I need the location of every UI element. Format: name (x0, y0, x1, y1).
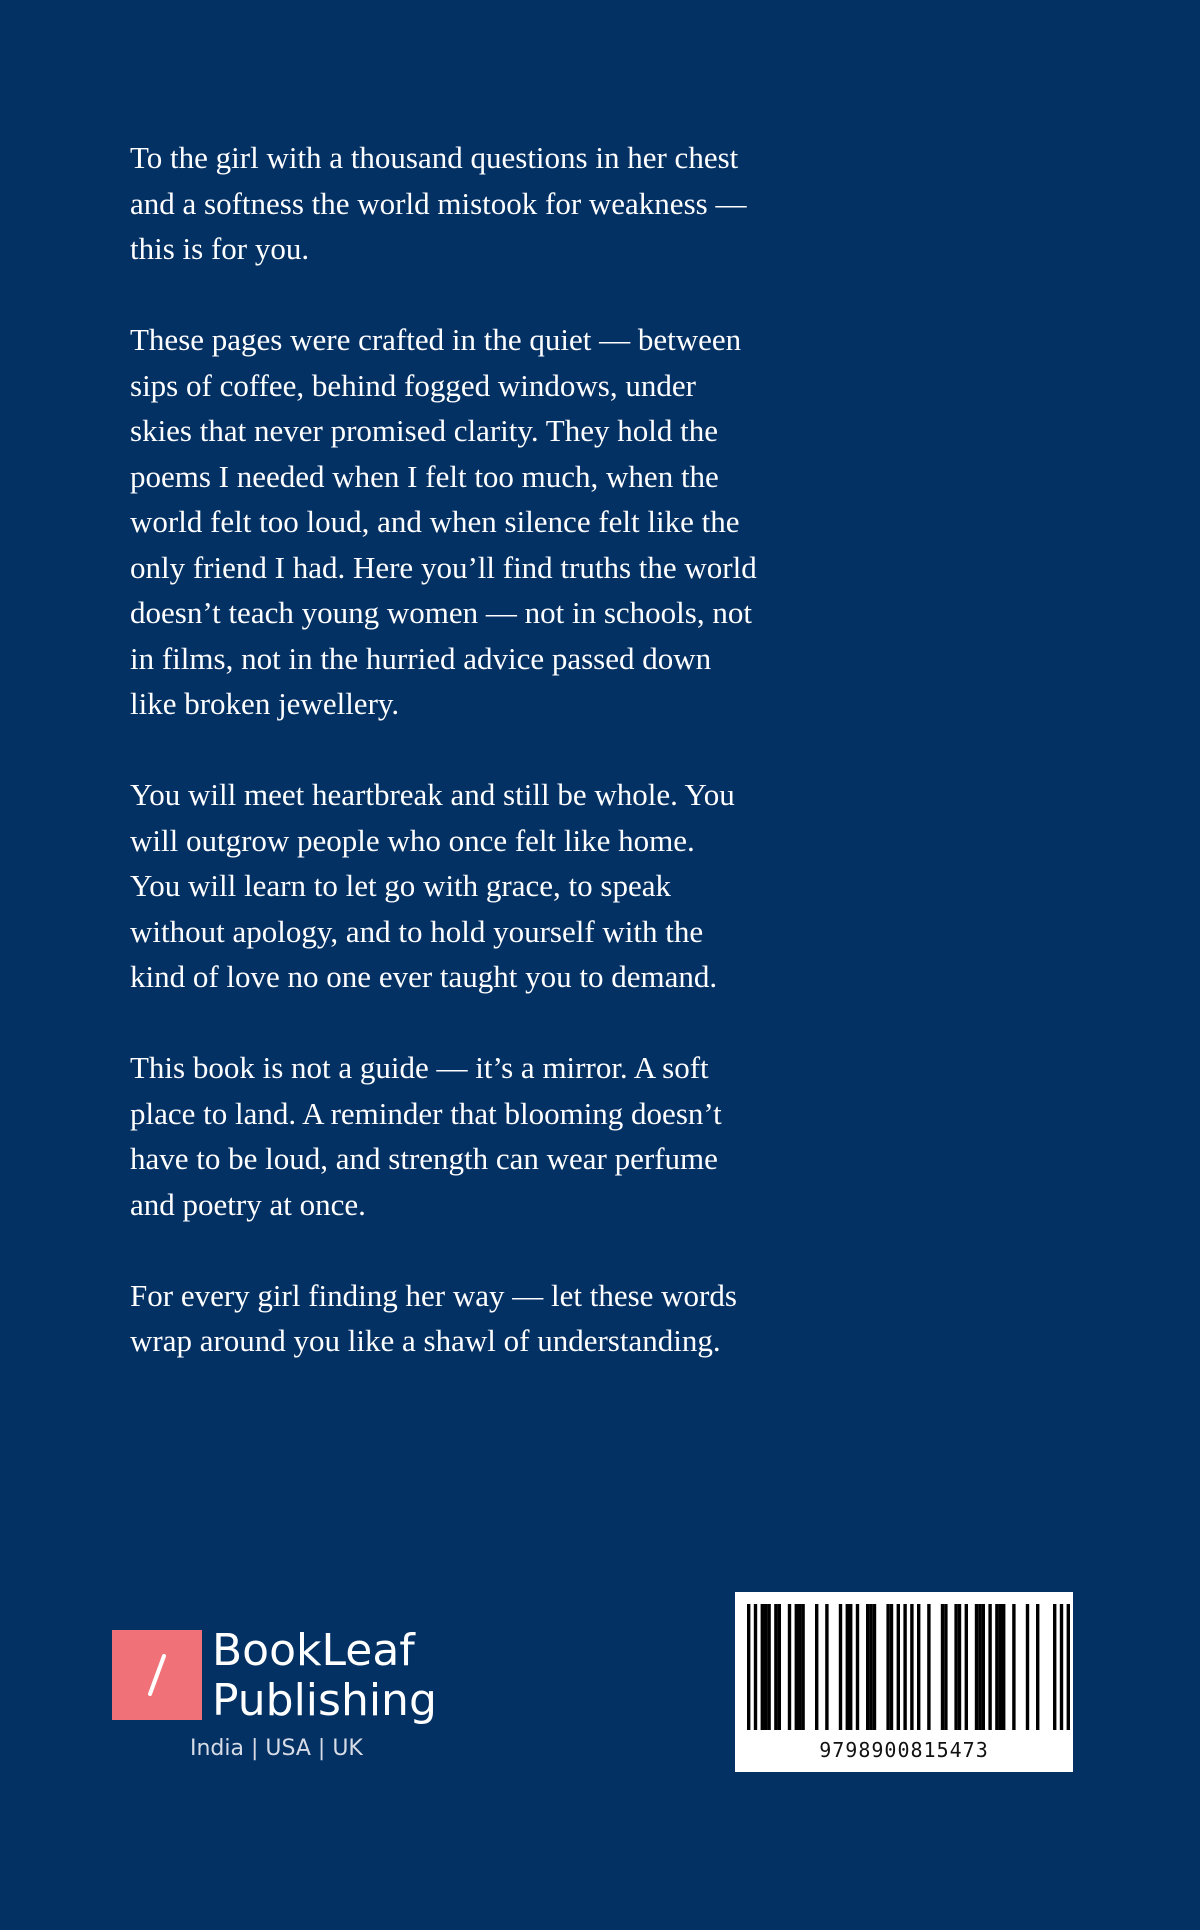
barcode-bar (1067, 1604, 1070, 1730)
barcode-bar (886, 1604, 889, 1730)
barcode-bar (1053, 1604, 1056, 1730)
barcode-bar (856, 1604, 859, 1730)
barcode-bar (761, 1604, 764, 1730)
barcode-bar (815, 1604, 818, 1730)
blurb-paragraph-1: To the girl with a thousand questions in her chest and a softness the world mistook for weakness — this is for you. (130, 140, 747, 266)
barcode-bar (910, 1604, 913, 1730)
barcode-bar (869, 1604, 872, 1730)
barcode-bar (767, 1604, 770, 1730)
publisher-regions: India | USA | UK (190, 1736, 363, 1761)
barcode-bar (778, 1604, 781, 1730)
barcode-bar (825, 1604, 828, 1730)
blurb-paragraph-4: This book is not a guide — it’s a mirror. A soft place to land. A reminder that blooming doesn’t have to be loud, and strength can wear perfume and poetry at once. (130, 1050, 722, 1222)
barcode-bar (839, 1604, 842, 1730)
blurb-paragraph-5: For every girl finding her way — let these words wrap around you like a shawl of understanding. (130, 1277, 737, 1358)
barcode-bar (982, 1604, 985, 1730)
slash-logo-icon (112, 1630, 202, 1720)
barcode-bar (975, 1604, 978, 1730)
barcode-bar (1036, 1604, 1039, 1730)
blurb-paragraph-3a: You will meet heartbreak and still be whole. You will outgrow people who once felt like home. (130, 777, 735, 858)
barcode-bar (965, 1604, 968, 1730)
barcode-bar (978, 1604, 981, 1730)
barcode-bar (995, 1604, 998, 1730)
barcode-bar (849, 1604, 852, 1730)
publisher-name-line2: Publishing (212, 1675, 437, 1726)
barcode-bar (1026, 1604, 1029, 1730)
blurb-paragraph-3b: You will learn to let go with grace, to speak without apology, and to hold yourself with the kind of love no one ever taught you to demand. (130, 868, 718, 994)
publisher-name (212, 1626, 472, 1726)
blurb-paragraph-2: These pages were crafted in the quiet — between sips of coffee, behind fogged windows, under skies that never promised clarity. They hold the poems I needed when I felt too much, when the world felt too loud, and when silence felt like the only friend I had. Here you’ll find truths the world doesn’t teach young women — not in schools, not in films, not in the hurried advice passed down like broken jewellery. (130, 322, 757, 721)
barcode-bar (846, 1604, 849, 1730)
barcode-bar (903, 1604, 906, 1730)
barcode-bar (1012, 1604, 1015, 1730)
barcode-bar (866, 1604, 869, 1730)
isbn-number: 9798900815473 (819, 1738, 989, 1762)
barcode-bar (801, 1604, 804, 1730)
barcode-bar (999, 1604, 1002, 1730)
barcode-bar (954, 1604, 957, 1730)
blurb-text (130, 135, 760, 1409)
publisher-name-line1: BookLeaf (212, 1625, 415, 1676)
barcode-bar (873, 1604, 876, 1730)
isbn-barcode (735, 1592, 1073, 1772)
barcode-bar (798, 1604, 801, 1730)
barcode-bar (958, 1604, 961, 1730)
barcode-bar (944, 1604, 947, 1730)
barcode-bar (795, 1604, 798, 1730)
barcode-bar (1002, 1604, 1005, 1730)
barcode-bar (897, 1604, 900, 1730)
barcode-bar (890, 1604, 893, 1730)
barcode-bar (747, 1604, 750, 1730)
barcode-bar (754, 1604, 757, 1730)
barcode-bar (774, 1604, 777, 1730)
barcode-bar (1060, 1604, 1063, 1730)
barcode-bar (927, 1604, 930, 1730)
barcode-bar (988, 1604, 991, 1730)
barcode-bar (788, 1604, 791, 1730)
barcode-bar (917, 1604, 920, 1730)
barcode-bar (941, 1604, 944, 1730)
barcode-bar (764, 1604, 767, 1730)
